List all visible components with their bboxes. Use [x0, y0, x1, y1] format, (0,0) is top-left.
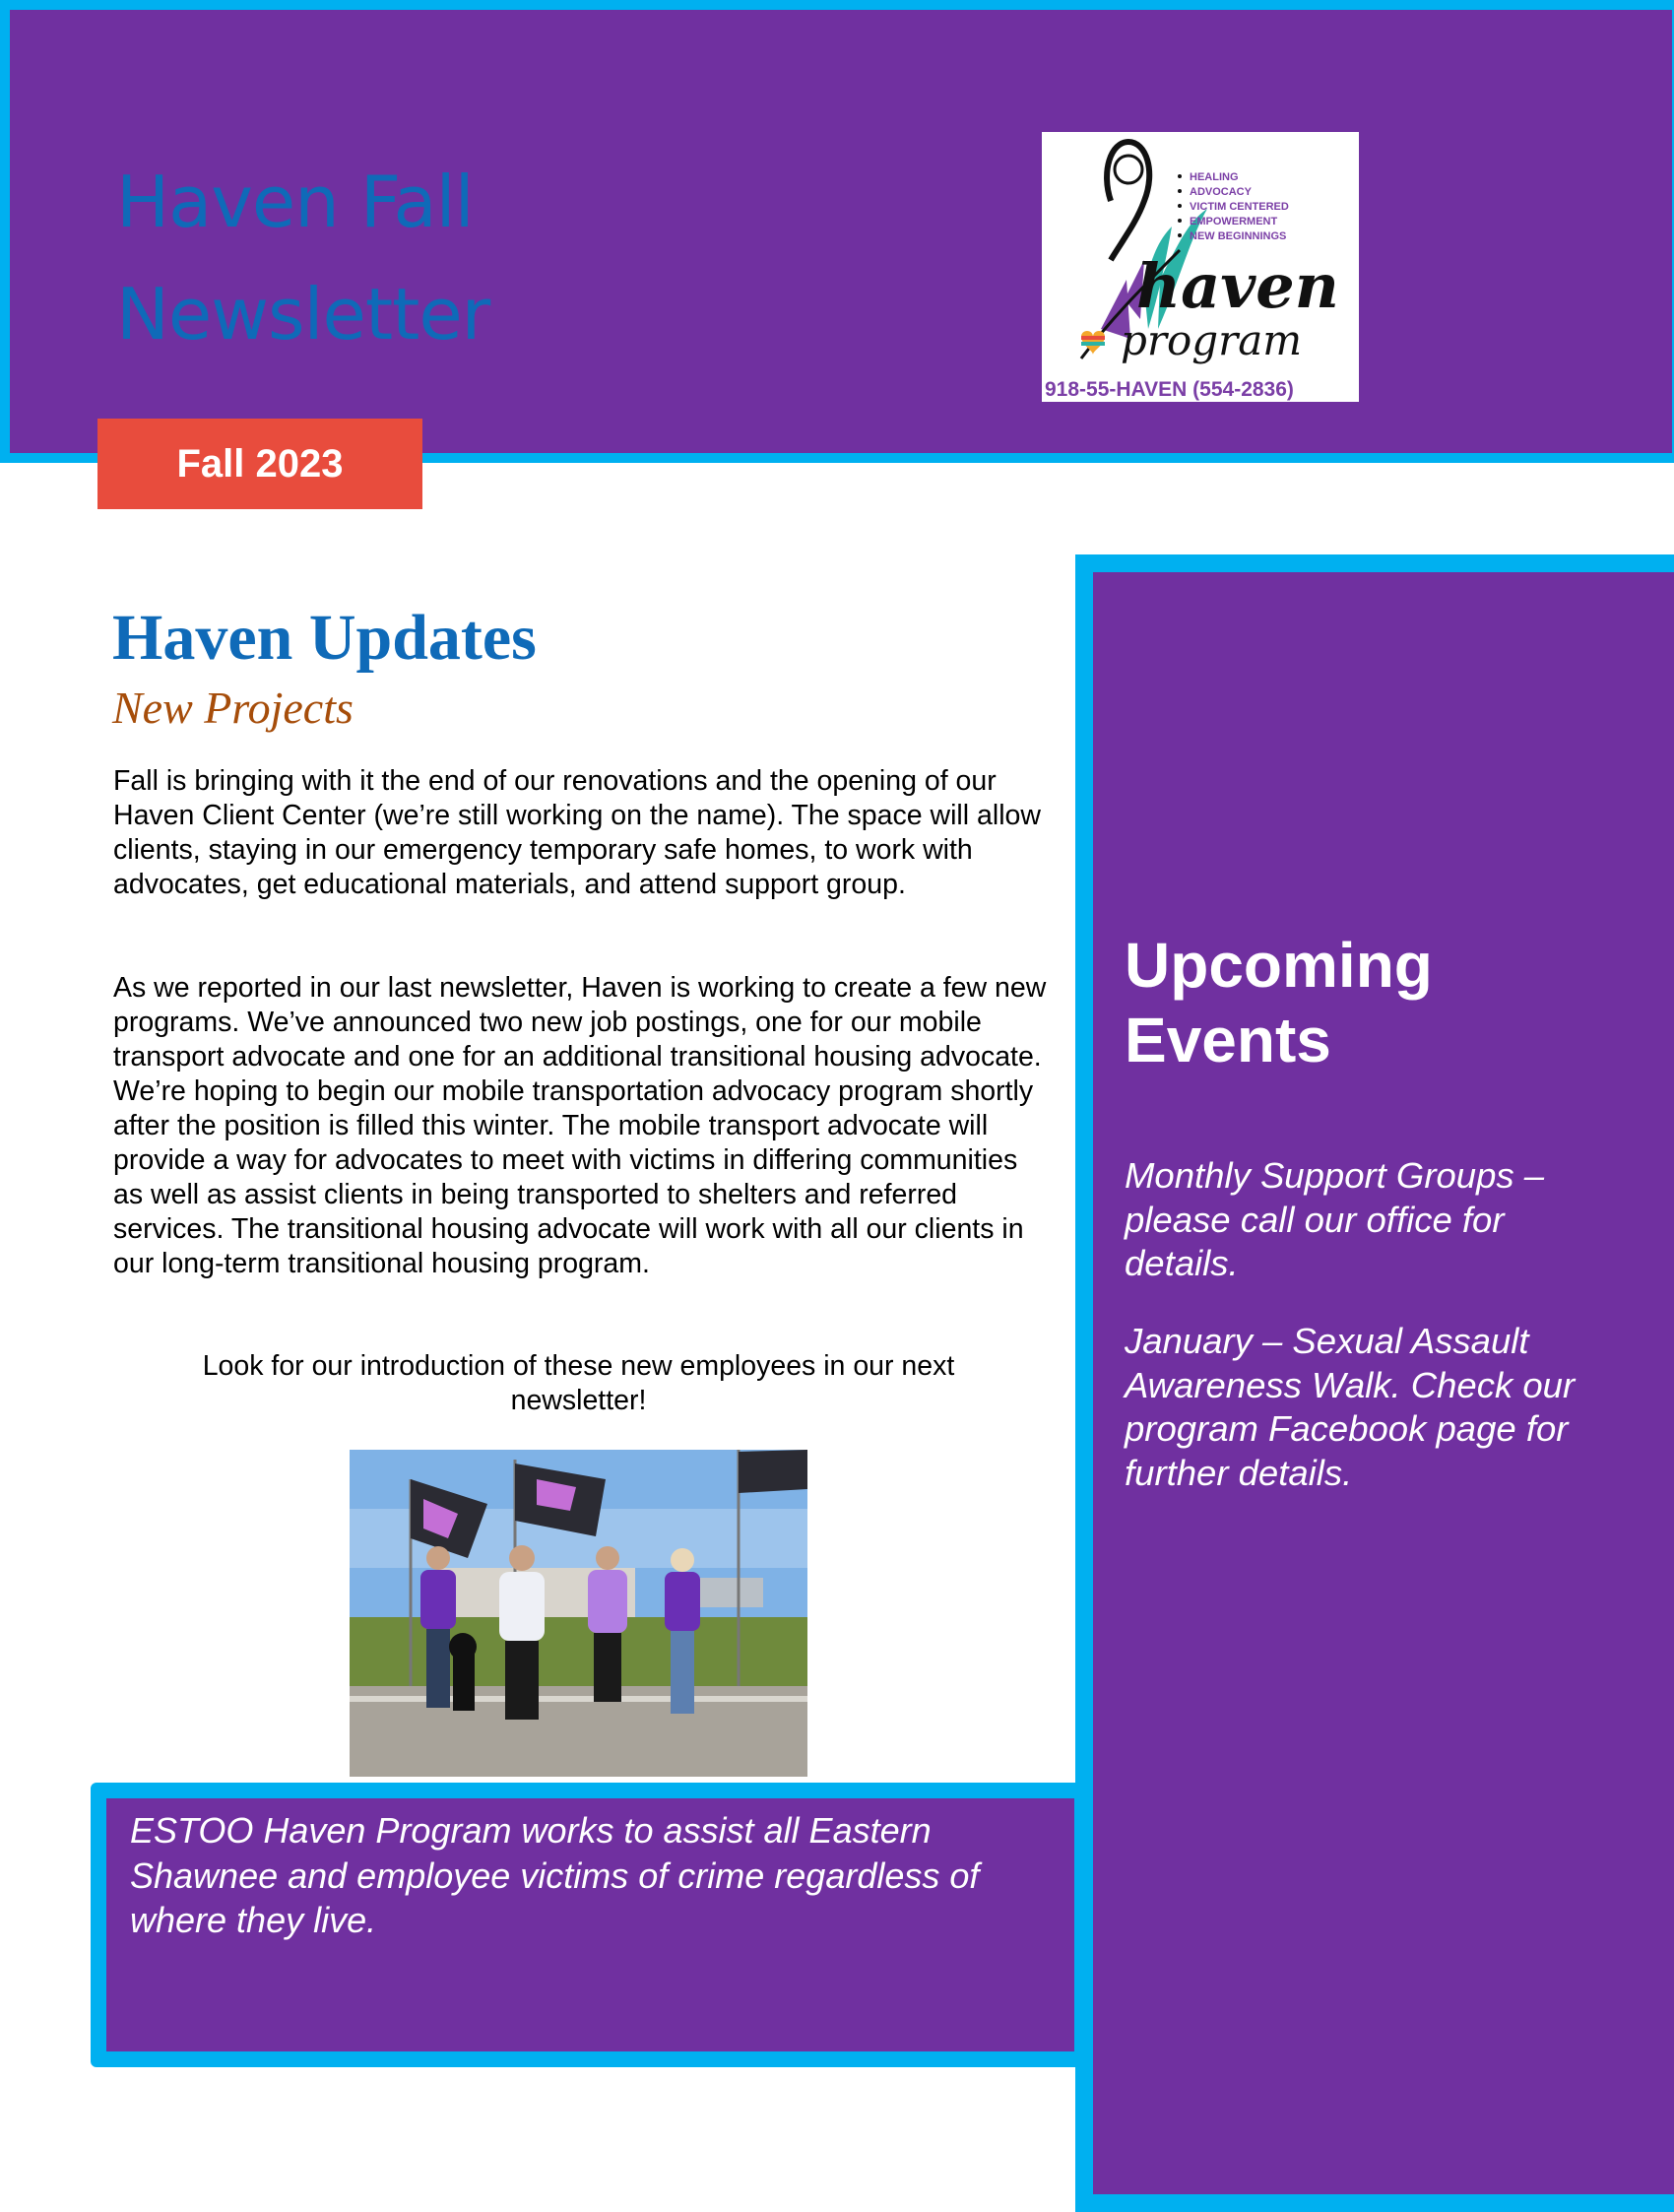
staff-photo	[350, 1450, 807, 1777]
logo-word-program: program	[1121, 316, 1303, 364]
event-item: January – Sexual Assault Awareness Walk. Check our program Facebook page for further details.	[1125, 1321, 1576, 1493]
section-title: Haven Updates	[112, 602, 537, 674]
body-paragraph: Fall is bringing with it the end of our renovations and the opening of our Haven Client Center (we’re still working on the name). The space will allow clients, staying in our emergency temporary safe homes, to work with advocates, get educational materials, and attend support group.	[113, 765, 1041, 900]
event-item: Monthly Support Groups – please call our office for details.	[1125, 1155, 1545, 1283]
logo-value-5: NEW BEGINNINGS	[1190, 230, 1287, 242]
logo-word-haven: haven	[1136, 250, 1339, 322]
logo-value-4: EMPOWERMENT	[1190, 216, 1278, 228]
mission-statement: ESTOO Haven Program works to assist all Eastern Shawnee and employee victims of crime regardless of where they live.	[130, 1810, 980, 1940]
title-line-1: Haven Fall	[116, 161, 474, 243]
newsletter-title	[116, 146, 628, 370]
events-title: Upcoming Events	[1125, 930, 1433, 1075]
season-badge: Fall 2023	[97, 419, 422, 509]
logo-value-1: HEALING	[1190, 171, 1239, 183]
title-line-2: Newsletter	[116, 273, 490, 356]
body-paragraph: As we reported in our last newsletter, Haven is working to create a few new programs. We’ve announced two new job postings, one for our mobile transport advocate and one for an additional transitional housing advocate. We’re hoping to begin our mobile transportation advocacy program shortly after the position is filled this winter. The mobile transport advocate will provide a way for advocates to meet with victims in differing communities as well as assist clients in being transported to shelters and referred services. The transitional housing advocate will work with all our clients in our long-term transitional housing program.	[113, 972, 1047, 1279]
haven-program-logo	[1042, 132, 1359, 402]
feather-ribbon-icon	[1042, 132, 1359, 402]
logo-value-3: VICTIM CENTERED	[1190, 201, 1289, 213]
section-subtitle: New Projects	[112, 683, 354, 733]
logo-phone: 918-55-HAVEN (554-2836)	[1045, 378, 1294, 401]
body-paragraph-centered: Look for our introduction of these new employees in our next newsletter!	[202, 1350, 955, 1416]
logo-value-2: ADVOCACY	[1190, 186, 1252, 198]
